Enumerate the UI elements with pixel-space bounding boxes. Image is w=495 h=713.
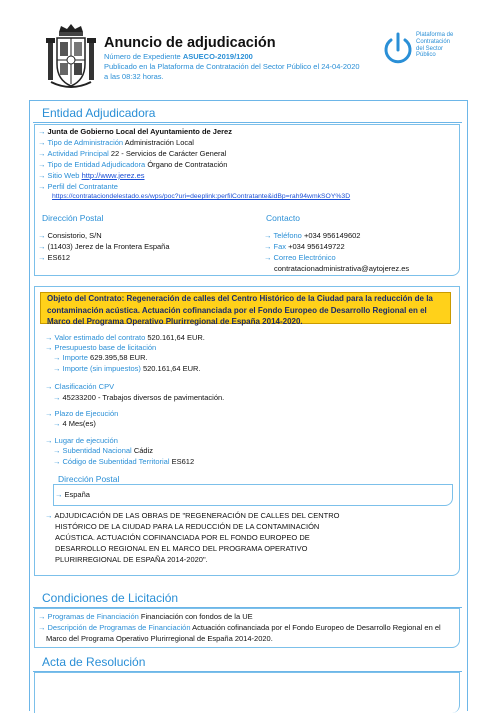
importe-sin-row: → Importe (sin impuestos) 520.161,64 EUR. xyxy=(53,364,201,373)
plazo-row: → Plazo de Ejecución xyxy=(45,409,119,418)
correo-value: contratacionadministrativa@aytojerez.es xyxy=(274,264,410,273)
objeto-line2: contaminación acústica. Actuación cofinanciada por el Fondo Europeo de Desarrollo Regional en el xyxy=(47,305,427,315)
arrow-icon: → xyxy=(53,457,61,466)
arrow-icon: → xyxy=(45,436,53,445)
presupuesto-row: → Presupuesto base de licitación xyxy=(45,343,157,352)
arrow-icon: → xyxy=(38,612,46,621)
direccion-line3: → ES612 xyxy=(38,253,71,262)
perfil-row: → Perfil del Contratante xyxy=(38,182,118,191)
arrow-icon: → xyxy=(264,253,272,262)
section-divider xyxy=(33,122,462,123)
entidad-name: → Junta de Gobierno Local del Ayuntamiento de Jerez xyxy=(38,127,232,136)
section-title-entidad: Entidad Adjudicadora xyxy=(42,106,156,120)
arrow-icon: → xyxy=(55,490,63,499)
direccion-line1: → Consistorio, S/N xyxy=(38,231,102,240)
arrow-icon: → xyxy=(38,242,46,251)
valor-row: → Valor estimado del contrato 520.161,64 EUR. xyxy=(45,333,205,342)
arrow-icon: → xyxy=(45,409,53,418)
sitio-web-link[interactable]: http://www.jerez.es xyxy=(81,171,145,180)
programas-row: → Programas de Financiación Financiación con fondos de la UE xyxy=(38,612,253,621)
arrow-icon: → xyxy=(38,138,46,147)
direccion-line2: → (11403) Jerez de la Frontera España xyxy=(38,242,170,251)
perfil-link[interactable]: https://contrataciondelestado.es/wps/poc?uri=deeplink:perfilContratante&idBp=rah94wmkSOY%3D xyxy=(52,193,351,200)
arrow-icon: → xyxy=(38,160,46,169)
section-title-condiciones: Condiciones de Licitación xyxy=(42,591,179,605)
arrow-icon: → xyxy=(38,623,46,632)
arrow-icon: → xyxy=(38,231,46,240)
coat-of-arms-icon xyxy=(45,24,97,92)
objeto-description: → ADJUDICACIÓN DE LAS OBRAS DE "REGENERACIÓN DE CALLES DEL CENTRO HISTÓRICO DE LA CIUDAD PARA LA REDUCCIÓN DE LA CONTAMINACIÓN ACÚSTICA. ACTUACIÓN COFINANCIADA POR EL FONDO EUROPEO DE DESARROLLO REGIONAL EN EL MARCO DEL PROGRAMA OPERATIVO PLURIRREGIONAL DE ESPAÑA 2014-2020". xyxy=(45,511,340,564)
cpv-value-row: → 45233200 - Trabajos diversos de pavimentación. xyxy=(53,393,225,402)
correo-row: → Correo Electrónico xyxy=(264,253,336,262)
desc-programas-row2: Marco del Programa Operativo Plurirregional de España 2014-2020. xyxy=(46,634,273,643)
platform-logo-text: Plataforma de Contratación del Sector Público xyxy=(416,32,454,59)
fax-row: → Fax +034 956149722 xyxy=(264,242,345,251)
lugar-direccion-box xyxy=(53,484,453,506)
expediente-line xyxy=(104,52,253,61)
page-title: Anuncio de adjudicación xyxy=(104,35,276,51)
lugar-row: → Lugar de ejecución xyxy=(45,436,118,445)
arrow-icon: → xyxy=(38,253,46,262)
objeto-line1: Objeto del Contrato: Regeneración de calles del Centro Histórico de la Ciudad para la reducción de la xyxy=(47,294,433,303)
arrow-icon: → xyxy=(45,343,53,352)
published-line: Publicado en la Plataforma de Contratación del Sector Público el 24-04-2020 xyxy=(104,62,360,71)
perfil-link-row xyxy=(52,192,350,201)
arrow-icon: → xyxy=(53,393,61,402)
expediente-label: Número de Expediente xyxy=(104,52,181,61)
objeto-line3: Marco del Programa Operativo Plurirregional de España 2014-2020. xyxy=(47,317,303,326)
direccion-title: Dirección Postal xyxy=(42,213,104,223)
arrow-icon: → xyxy=(53,353,61,362)
arrow-icon: → xyxy=(45,382,53,391)
acta-box xyxy=(34,672,460,713)
arrow-icon: → xyxy=(53,446,61,455)
telefono-row: → Teléfono +034 956149602 xyxy=(264,231,361,240)
expediente-value: ASUECO-2019/1200 xyxy=(182,52,253,61)
actividad-row: → Actividad Principal 22 - Servicios de Carácter General xyxy=(38,149,227,158)
sitio-web-row: → Sitio Web http://www.jerez.es xyxy=(38,171,145,180)
subentidad-row: → Subentidad Nacional Cádiz xyxy=(53,446,153,455)
tipo-admin-row: → Tipo de Administración Administración Local xyxy=(38,138,194,147)
lugar-direccion-title: Dirección Postal xyxy=(58,474,120,484)
contacto-title: Contacto xyxy=(266,213,301,223)
cpv-row: → Clasificación CPV xyxy=(45,382,115,391)
arrow-icon: → xyxy=(264,242,272,251)
desc-programas-row: → Descripción de Programas de Financiación Actuación cofinanciada por el Fondo Europeo de Desarrollo Regional en el xyxy=(38,623,441,632)
lugar-direccion-value: → España xyxy=(55,490,90,499)
arrow-icon: → xyxy=(53,419,61,428)
arrow-icon: → xyxy=(38,182,46,191)
arrow-icon: → xyxy=(38,127,46,136)
importe-row: → Importe 629.395,58 EUR. xyxy=(53,353,148,362)
objeto-highlight xyxy=(40,292,451,324)
arrow-icon: → xyxy=(38,171,46,180)
plazo-value-row: → 4 Mes(es) xyxy=(53,419,96,428)
codigo-row: → Código de Subentidad Territorial ES612 xyxy=(53,457,195,466)
arrow-icon: → xyxy=(45,333,53,342)
arrow-icon: → xyxy=(38,149,46,158)
arrow-icon: → xyxy=(264,231,272,240)
tipo-entidad-row: → Tipo de Entidad Adjudicadora Órgano de Contratación xyxy=(38,160,228,169)
section-title-acta: Acta de Resolución xyxy=(42,655,146,669)
power-logo-icon xyxy=(382,30,414,70)
published-time: a las 08:32 horas. xyxy=(104,72,164,81)
arrow-icon: → xyxy=(45,511,53,520)
arrow-icon: → xyxy=(53,364,61,373)
document-header xyxy=(0,0,495,92)
